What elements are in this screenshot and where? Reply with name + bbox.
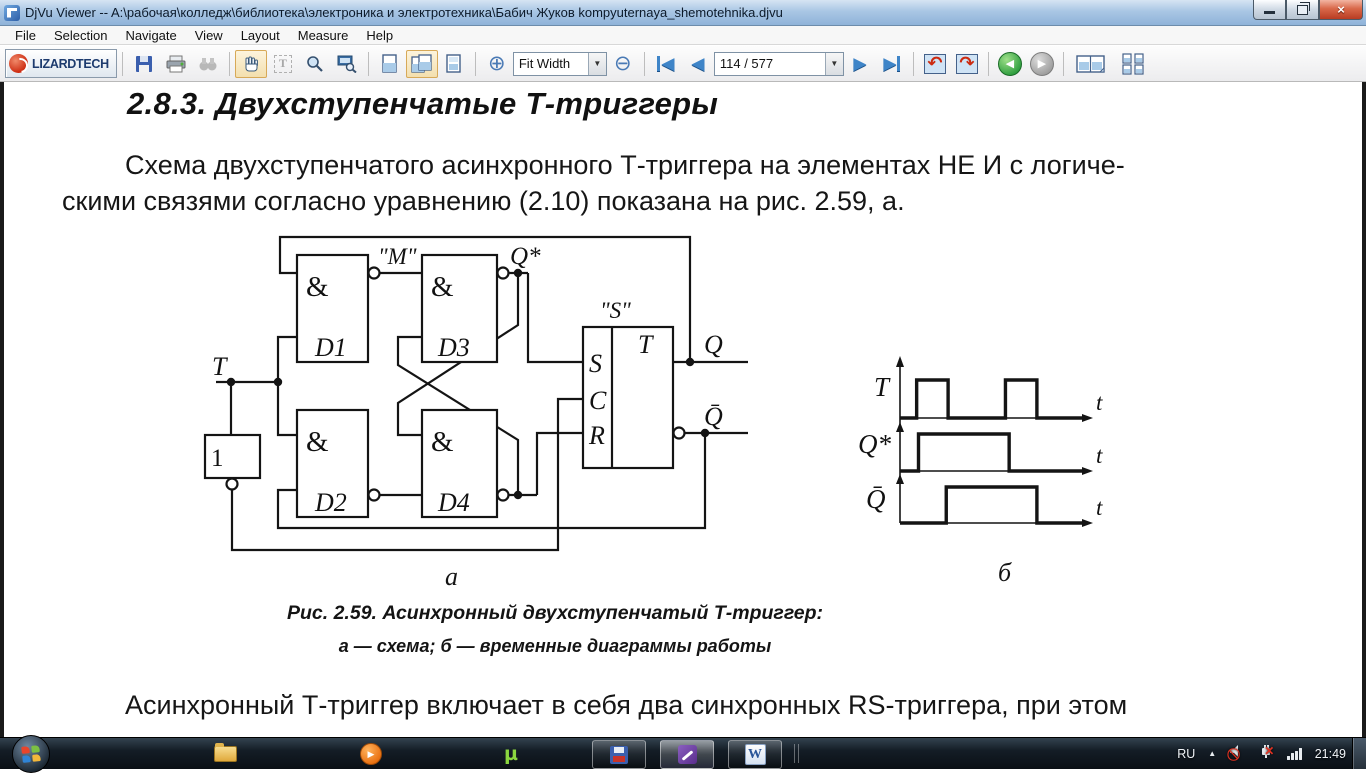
- menu-measure[interactable]: Measure: [297, 27, 349, 43]
- timing-axes: [900, 360, 1090, 523]
- utorrent-taskbar-button[interactable]: [498, 742, 524, 766]
- toolbar-separator: [644, 52, 645, 76]
- text-select-icon: T: [274, 55, 292, 73]
- waveform-qbar: [900, 487, 1085, 523]
- first-page-button[interactable]: [650, 50, 682, 78]
- page-number-value: 114 / 577: [719, 56, 774, 71]
- page-right-edge: [1362, 82, 1366, 737]
- circuit-diagram: [190, 228, 770, 568]
- caption-subtitle: а — схема; б — временные диаграммы работы: [338, 636, 772, 656]
- thumbnails-icon: [1121, 53, 1145, 75]
- title-bar[interactable]: [0, 0, 1366, 26]
- menu-help[interactable]: Help: [366, 27, 394, 43]
- history-forward-button[interactable]: [1026, 50, 1058, 78]
- toolbar: [0, 46, 1366, 82]
- time-axis-label: t: [1096, 390, 1103, 415]
- waveforms: [900, 380, 1085, 523]
- window-controls: [1253, 0, 1363, 20]
- last-page-button[interactable]: [876, 50, 908, 78]
- m-node-label: "M": [378, 244, 417, 269]
- menu-view[interactable]: View: [194, 27, 223, 43]
- designator-d1: D1: [315, 333, 347, 362]
- toolbar-separator: [229, 52, 230, 76]
- clock[interactable]: 21:49: [1314, 746, 1346, 761]
- waveform-qstar: [900, 434, 1085, 471]
- toolbar-separator: [122, 52, 123, 76]
- page-left-edge: [0, 82, 4, 737]
- figure-caption: [265, 602, 845, 657]
- inversion-bubble: [227, 479, 238, 490]
- and-label: &: [306, 271, 329, 303]
- save-icon: [135, 55, 153, 73]
- restore-icon: [1297, 5, 1308, 15]
- signal-strength-icon[interactable]: [1287, 748, 1302, 760]
- volume-muted-icon[interactable]: [1229, 744, 1245, 763]
- r-input-label: R: [589, 421, 605, 450]
- signal-label-qstar: Q*: [858, 429, 891, 459]
- rotate-right-button[interactable]: [951, 50, 983, 78]
- menu-navigate[interactable]: Navigate: [125, 27, 177, 43]
- language-indicator[interactable]: RU: [1177, 746, 1196, 761]
- designator-d3: D3: [438, 333, 470, 362]
- error-x-icon: ✕: [1264, 744, 1275, 758]
- thumbnail-view-button[interactable]: [1113, 50, 1153, 78]
- window-title: DjVu Viewer -- A:\рабочая\колледж\библиотека\электроника и электротехника\Бабич Жуков kompyuternaya_shemotehnika.djvu: [25, 5, 783, 20]
- play-icon: ▶: [360, 743, 382, 765]
- last-page-icon: ▶: [883, 55, 900, 72]
- previous-page-button[interactable]: [682, 50, 714, 78]
- signal-label-t: T: [874, 372, 890, 402]
- waveform-t: [900, 380, 1085, 418]
- two-page-spread-icon: [1076, 54, 1106, 74]
- zoom-tool-button[interactable]: [299, 50, 331, 78]
- hand-icon: [242, 55, 260, 73]
- show-desktop-button[interactable]: [1352, 738, 1366, 769]
- single-page-icon: [381, 54, 399, 74]
- single-page-layout-button[interactable]: [374, 50, 406, 78]
- history-back-button[interactable]: [994, 50, 1026, 78]
- back-icon: ◀: [998, 52, 1022, 76]
- lizardtech-logo-button[interactable]: [5, 49, 117, 78]
- c-input-label: C: [589, 386, 607, 415]
- q-output-label: Q: [704, 330, 723, 359]
- paragraph-line: Асинхронный Т-триггер включает в себя два синхронных RS-триггера, при этом: [125, 690, 1128, 720]
- menu-layout[interactable]: Layout: [240, 27, 280, 43]
- print-icon: [166, 55, 186, 73]
- inverter-label: 1: [211, 445, 224, 472]
- start-button[interactable]: [12, 735, 50, 773]
- facing-pages-icon: [411, 54, 433, 74]
- magnifier-icon: [306, 55, 324, 73]
- search-button[interactable]: [192, 50, 224, 78]
- rotate-left-button[interactable]: [919, 50, 951, 78]
- toolbar-separator: [368, 52, 369, 76]
- next-page-icon: ▶: [853, 54, 867, 73]
- paragraph-line: Схема двухступенчатого асинхронного Т-триггера на элементах НЕ И с логиче-: [125, 150, 1125, 180]
- caption-title: Рис. 2.59. Асинхронный двухступенчатый Т-триггер:: [286, 602, 823, 624]
- inversion-bubble: [674, 428, 685, 439]
- text-select-tool-button[interactable]: [267, 50, 299, 78]
- menu-file[interactable]: File: [15, 27, 36, 43]
- toolbar-separator: [475, 52, 476, 76]
- rotate-left-icon: ↶: [924, 54, 946, 74]
- rotate-right-icon: ↷: [956, 54, 978, 74]
- taskbar-separator: [798, 744, 799, 763]
- pan-zoom-tool-button[interactable]: [331, 50, 363, 78]
- taskbar: [0, 737, 1366, 769]
- menu-selection[interactable]: Selection: [53, 27, 108, 43]
- system-tray: [1177, 738, 1346, 769]
- q-inverted-output-label: Q̄: [704, 402, 723, 431]
- menu-bar: [0, 26, 1366, 45]
- continuous-page-icon: [445, 54, 463, 74]
- pan-zoom-icon: [337, 55, 357, 73]
- pan-tool-button[interactable]: [235, 50, 267, 78]
- t-input-label: T: [212, 352, 227, 381]
- inversion-bubble: [369, 490, 380, 501]
- s-node-label: "S": [600, 298, 631, 323]
- first-page-icon: ◀: [657, 55, 674, 72]
- two-page-view-button[interactable]: [1069, 50, 1113, 78]
- forward-icon: ▶: [1030, 52, 1054, 76]
- zoom-in-button[interactable]: [481, 50, 513, 78]
- lizardtech-icon: [9, 54, 28, 73]
- next-page-button[interactable]: [844, 50, 876, 78]
- previous-page-icon: ◀: [691, 54, 705, 73]
- minimize-icon: [1264, 11, 1275, 14]
- djvu-viewer-icon: [678, 745, 697, 764]
- toolbar-separator: [913, 52, 914, 76]
- toolbar-separator: [1063, 52, 1064, 76]
- figure-part-a-label: а: [445, 562, 458, 591]
- djvu-app-icon: [4, 5, 20, 21]
- lizardtech-label: LIZARDTECH: [32, 56, 109, 71]
- s-input-label: S: [589, 349, 602, 378]
- inversion-bubble: [369, 268, 380, 279]
- and-label: &: [431, 271, 454, 303]
- close-icon: ×: [1337, 2, 1345, 17]
- network-disconnected-icon[interactable]: [1258, 744, 1274, 763]
- inversion-bubble: [498, 490, 509, 501]
- combo-dropdown-icon[interactable]: ▼: [588, 53, 606, 75]
- toolbar-separator: [988, 52, 989, 76]
- word-taskbar-button[interactable]: [728, 740, 782, 769]
- q-star-label: Q*: [510, 243, 541, 270]
- designator-d2: D2: [315, 488, 347, 517]
- page-number-combobox[interactable]: [714, 52, 844, 76]
- paragraph-line: скими связями согласно уравнению (2.10) показана на рис. 2.59, а.: [62, 186, 905, 216]
- hidden-icons-arrow[interactable]: ▲: [1208, 749, 1217, 758]
- binoculars-icon: [198, 56, 218, 72]
- timing-diagram: [855, 348, 1125, 548]
- print-button[interactable]: [160, 50, 192, 78]
- facing-pages-layout-button[interactable]: [406, 50, 438, 78]
- restore-button[interactable]: [1286, 0, 1319, 20]
- continuous-layout-button[interactable]: [438, 50, 470, 78]
- combo-dropdown-icon[interactable]: ▼: [825, 53, 843, 75]
- minimize-button[interactable]: [1253, 0, 1286, 20]
- djvu-doc-icon: [610, 746, 628, 764]
- time-axis-label: t: [1096, 495, 1103, 520]
- zoom-out-icon: ⊖: [614, 51, 632, 75]
- close-button[interactable]: [1319, 0, 1363, 20]
- t-ff-label: T: [638, 330, 653, 359]
- djvu-document-taskbar-button[interactable]: [592, 740, 646, 769]
- zoom-out-button[interactable]: [607, 50, 639, 78]
- time-axis-label: t: [1096, 443, 1103, 468]
- zoom-in-icon: ⊕: [488, 51, 506, 75]
- figure-part-b-label: б: [998, 558, 1012, 587]
- media-player-taskbar-button[interactable]: [358, 742, 384, 766]
- utorrent-icon: µ: [504, 743, 518, 765]
- djvu-viewer-taskbar-button[interactable]: [660, 740, 714, 769]
- and-label: &: [306, 426, 329, 458]
- windows-logo-icon: [21, 745, 40, 762]
- and-label: &: [431, 426, 454, 458]
- explorer-taskbar-button[interactable]: [212, 742, 238, 766]
- signal-label-qbar: Q̄: [866, 484, 886, 514]
- taskbar-separator: [794, 744, 795, 763]
- save-button[interactable]: [128, 50, 160, 78]
- inversion-bubble: [498, 268, 509, 279]
- designator-d4: D4: [438, 488, 470, 517]
- word-icon: W: [745, 744, 766, 765]
- zoom-level-value: Fit Width: [518, 56, 571, 71]
- folder-icon: [214, 746, 237, 762]
- zoom-level-combobox[interactable]: [513, 52, 607, 76]
- section-heading: 2.8.3. Двухступенчатые Т-триггеры: [127, 86, 719, 121]
